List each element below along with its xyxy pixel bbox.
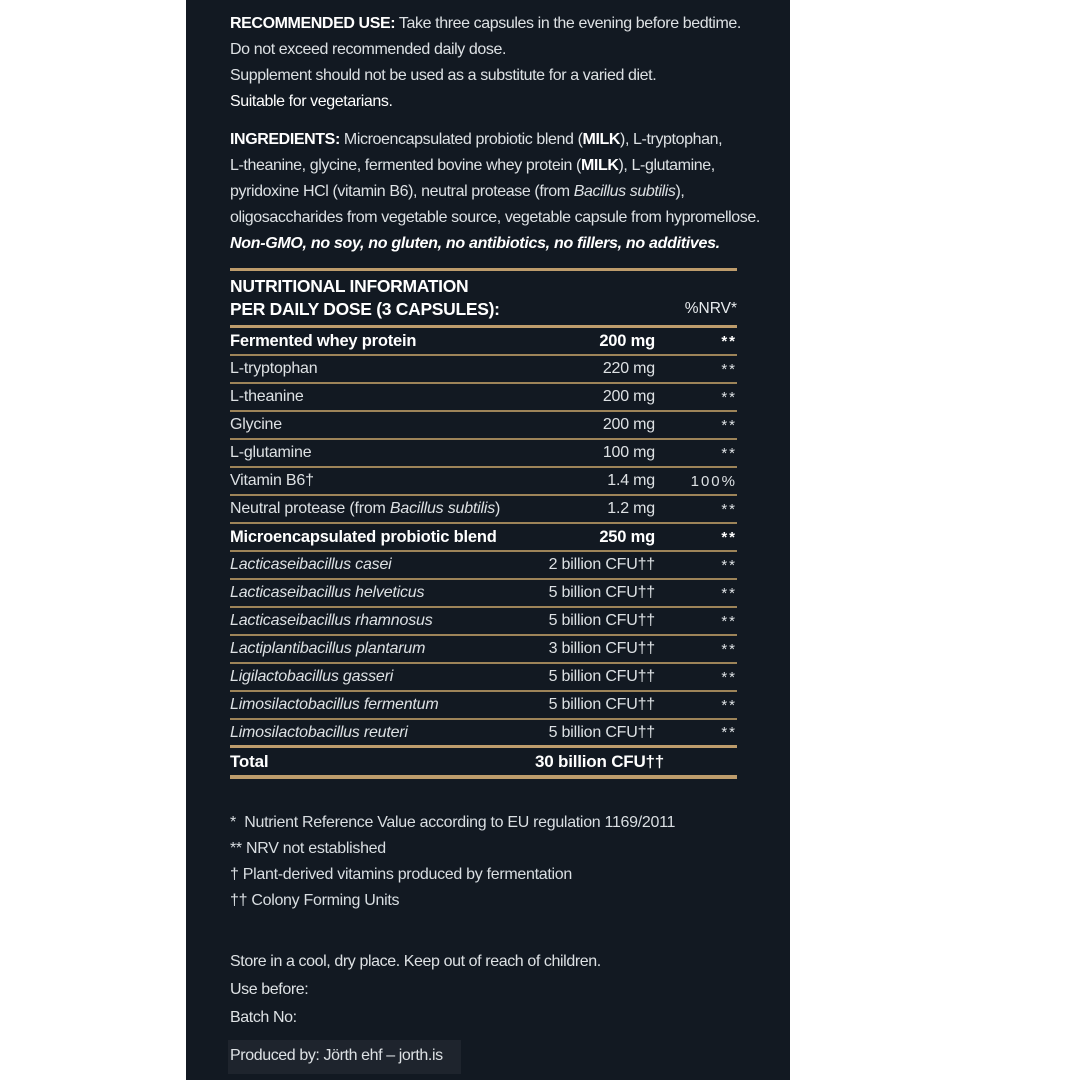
recommended-use-text: Take three capsules in the evening before bedtime. (395, 15, 741, 32)
recommended-use-heading: RECOMMENDED USE: (230, 15, 396, 32)
table-row-neutral-protease (230, 496, 737, 524)
nutrient-nrv: ** (721, 724, 737, 741)
nutrient-name: L-tryptophan (230, 360, 318, 377)
footnote-cfu: †† Colony Forming Units (230, 892, 400, 909)
nutrient-name: Lacticaseibacillus casei (230, 556, 392, 573)
nutrient-amount: 5 billion CFU†† (548, 584, 655, 601)
allergen-milk: MILK (580, 157, 619, 174)
nutrient-amount: 3 billion CFU†† (548, 640, 655, 657)
table-row-fermented-whey-protein (230, 328, 737, 356)
producer-line (230, 1040, 737, 1074)
table-row-total (230, 748, 737, 779)
producer-text: Produced by: Jörth ehf – jorth.is (228, 1040, 461, 1074)
nrv-column-header: %NRV* (684, 300, 737, 317)
footnotes-section (230, 810, 737, 914)
footnote-plant-derived: † Plant-derived vitamins produced by fermentation (230, 866, 572, 883)
product-claims: Non-GMO, no soy, no gluten, no antibiotics, no fillers, no additives. (230, 235, 720, 252)
nutrient-name: Vitamin B6† (230, 472, 314, 489)
nutrition-table-header-row (230, 298, 737, 328)
ingredients-section (230, 127, 760, 257)
allergen-milk: MILK (582, 131, 621, 148)
ingredients-text: pyridoxine HCl (vitamin B6), neutral protease (from (230, 183, 574, 200)
table-row-glycine (230, 412, 737, 440)
ingredients-line-3 (230, 179, 737, 205)
table-row-l-tryptophan (230, 356, 737, 384)
nutrient-amount: 250 mg (599, 527, 655, 546)
nutrient-name: L-glutamine (230, 444, 312, 461)
nutrition-table (230, 268, 737, 779)
ingredients-text: L-theanine, glycine, fermented bovine whey protein ( (230, 157, 581, 174)
table-row-l-helveticus (230, 580, 737, 608)
vegetarian-note: Suitable for vegetarians. (230, 93, 393, 110)
nutrient-name: Limosilactobacillus fermentum (230, 696, 439, 713)
nutrient-nrv: ** (721, 556, 737, 574)
nutrient-amount: 200 mg (602, 388, 655, 405)
total-label: Total (230, 751, 269, 771)
nutrient-name: Lacticaseibacillus rhamnosus (230, 612, 433, 629)
nutrient-nrv: ** (721, 332, 737, 350)
nutrition-table-title: NUTRITIONAL INFORMATION (230, 276, 469, 296)
nutrient-nrv: ** (721, 668, 737, 686)
nutrient-nrv: ** (721, 696, 737, 714)
nutrient-name-text: Neutral protease (from (230, 500, 390, 517)
daily-dose-warning: Do not exceed recommended daily dose. (230, 41, 507, 58)
nutrient-amount: 1.2 mg (607, 500, 655, 517)
nutrient-amount: 5 billion CFU†† (548, 696, 655, 713)
storage-instructions: Store in a cool, dry place. Keep out of reach of children. (230, 953, 601, 970)
ingredients-heading: INGREDIENTS: (230, 131, 340, 148)
nutrient-amount: 200 mg (602, 416, 655, 433)
nutrient-name: Ligilactobacillus gasseri (230, 668, 394, 685)
table-row-l-reuteri (230, 720, 737, 748)
substitute-warning: Supplement should not be used as a substitute for a varied diet. (230, 67, 657, 84)
nutrient-name: Limosilactobacillus reuteri (230, 723, 408, 741)
ingredients-text: Microencapsulated probiotic blend ( (339, 131, 583, 148)
nutrient-nrv: ** (721, 612, 737, 630)
footnote-nrv-not-established: ** NRV not established (230, 840, 386, 857)
batch-no-label: Batch No: (230, 1009, 297, 1026)
nutrient-name-text: ) (495, 500, 501, 517)
nutrient-name: Microencapsulated probiotic blend (230, 527, 497, 546)
table-row-vitamin-b6 (230, 468, 737, 496)
ingredients-text: ), L-tryptophan, (620, 131, 723, 148)
nutrient-nrv: ** (721, 444, 737, 462)
table-row-l-gasseri (230, 664, 737, 692)
table-row-l-glutamine (230, 440, 737, 468)
table-row-l-plantarum (230, 636, 737, 664)
producer-section (230, 1040, 737, 1074)
nutrient-name: Fermented whey protein (230, 331, 417, 350)
table-row-l-fermentum (230, 692, 737, 720)
nutrient-nrv: ** (721, 500, 737, 518)
nutrient-nrv: 100% (690, 472, 737, 490)
table-row-probiotic-blend (230, 524, 737, 552)
total-amount: 30 billion CFU†† (535, 751, 665, 771)
nutrient-amount: 200 mg (599, 331, 655, 350)
footnote-nrv-reference: * Nutrient Reference Value according to EU regulation 1169/2011 (230, 814, 676, 831)
organism-name: Bacillus subtilis (389, 500, 496, 517)
ingredients-line-2 (230, 153, 737, 179)
nutrient-name: Lactiplantibacillus plantarum (230, 640, 426, 657)
recommended-use-section (230, 11, 741, 115)
nutrient-name: Lacticaseibacillus helveticus (230, 584, 425, 601)
nutrient-nrv: ** (721, 528, 737, 546)
nutrient-nrv: ** (721, 388, 737, 406)
nutrient-amount: 5 billion CFU†† (548, 668, 655, 685)
nutrition-table-subtitle: PER DAILY DOSE (3 CAPSULES): (230, 299, 500, 319)
ingredients-text: ), (675, 183, 685, 200)
use-before-label: Use before: (230, 981, 309, 998)
nutrient-amount: 2 billion CFU†† (548, 556, 655, 573)
nutrient-name: L-theanine (230, 388, 304, 405)
nutrient-nrv: ** (721, 360, 737, 378)
nutrient-nrv: ** (721, 640, 737, 658)
nutrient-amount: 5 billion CFU†† (548, 723, 655, 741)
organism-name: Bacillus subtilis (573, 183, 676, 200)
nutrient-amount: 100 mg (602, 444, 655, 461)
nutrient-nrv: ** (721, 416, 737, 434)
ingredients-line-1 (230, 127, 737, 153)
ingredients-text: ), L-glutamine, (618, 157, 715, 174)
nutrient-name (230, 500, 535, 518)
storage-section (230, 948, 737, 1032)
nutrient-amount: 1.4 mg (607, 472, 655, 489)
nutrient-name: Glycine (230, 416, 282, 433)
supplement-label-panel (186, 0, 790, 1080)
table-row-l-theanine (230, 384, 737, 412)
recommended-use-line (230, 11, 741, 37)
ingredients-line-4: oligosaccharides from vegetable source, vegetable capsule from hypromellose. (230, 209, 760, 226)
table-row-l-rhamnosus (230, 608, 737, 636)
nutrient-amount: 5 billion CFU†† (548, 612, 655, 629)
nutrient-amount: 220 mg (602, 360, 655, 377)
nutrient-nrv: ** (721, 584, 737, 602)
table-row-l-casei (230, 552, 737, 580)
